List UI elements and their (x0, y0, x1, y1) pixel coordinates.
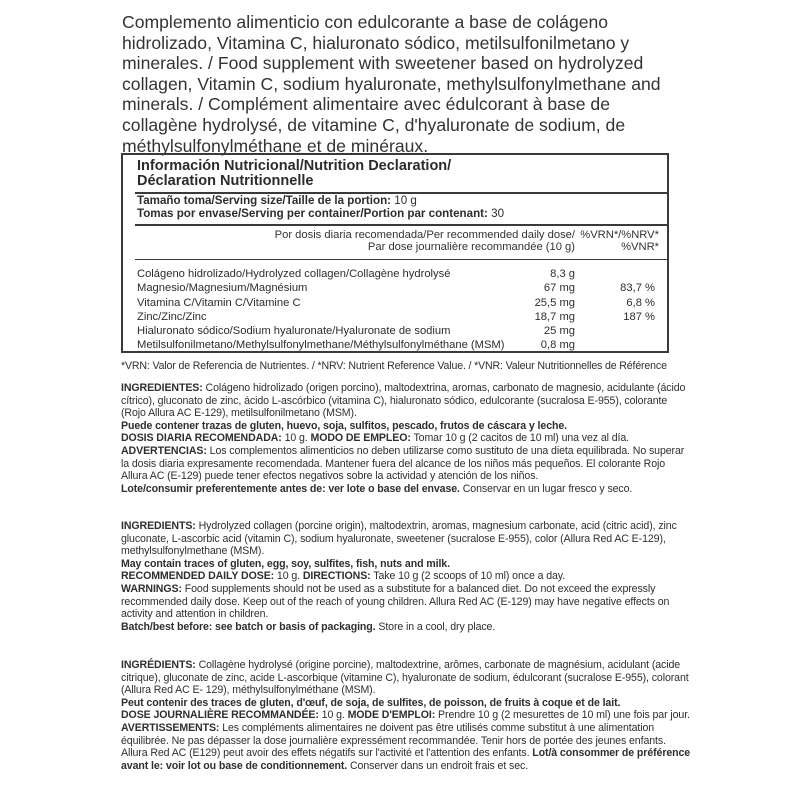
vrn-column-header (580, 229, 659, 253)
nutrient-name: Colágeno hidrolizado/Hydrolyzed collagen/Collagène hydrolysé (137, 268, 451, 280)
nutrient-amount: 25 mg (543, 325, 575, 338)
nutrition-title-line2: Déclaration Nutritionnelle (137, 173, 314, 189)
nutrient-vrn: 83,7 % (620, 282, 655, 295)
en-dose-label: RECOMMENDED DAILY DOSE: (121, 570, 275, 583)
en-warnings-text: Food supplements should not be used as a substitute for a balanced diet. Do not exceed the expressly recommended daily dose. Keep out of the reach of young children. Allura Red AC (E-129) may have negative effects on activity and attention in children. (121, 582, 670, 621)
nutrient-amount: 0,8 mg (540, 339, 575, 352)
en-dose-text: 10 g. (274, 570, 303, 583)
es-lot-text: Conservar en un lugar fresco y seco. (459, 482, 633, 495)
es-ingredients-text: Colágeno hidrolizado (origen porcino), maltodextrina, aromas, carbonato de magnesio, acidulante (ácido cítrico), gluconato de zinc, ácido L-ascórbico (vitamina C), hialuronato sódico, edulcorante (sucralosa E-955), colorante (Rojo Allura AC E-129), metilsulfonilmetano (MSM). (121, 382, 686, 420)
fr-lot-text: Conserver dans un endroit frais et sec. (347, 759, 529, 772)
nutrient-amount: 25,5 mg (534, 296, 575, 309)
fr-use-label: MODE D'EMPLOI: (347, 709, 436, 722)
es-dose (121, 432, 693, 445)
fr-dose-text: 10 g. (318, 709, 348, 722)
fr-ingredients (121, 659, 693, 697)
serving-size (137, 194, 504, 207)
en-traces: May contain traces of gluten, egg, soy, sulfites, fish, nuts and milk. (121, 557, 450, 570)
divider (135, 224, 667, 226)
en-lot-text: Store in a cool, dry place. (375, 620, 496, 633)
nutrient-rows (137, 267, 667, 353)
en-warnings (121, 583, 693, 621)
product-description: Complemento alimenticio con edulcorante a base de colágeno hidrolizado, Vitamina C, hialuronato sódico, metilsulfonilmetano y minerales. / Food supplement with sweetener based on hydrolyzed collagen, Vitamin C, sodium hyaluronate, methylsulfonylmethane and minerals. / Complément alimentaire avec édulcorant à base de collagène hydrolysé, de vitamine C, d'hyaluronate de sodium, de méthylsulfonylméthane et de minéraux. (122, 12, 661, 156)
nutrient-row (137, 310, 667, 324)
en-ingredients-label: INGREDIENTS: (121, 520, 196, 532)
es-ingredients (121, 382, 693, 420)
en-ingredients-text: Hydrolyzed collagen (porcine origin), maltodextrin, aromas, magnesium carbonate, acid (citric acid), zinc gluconate, L-ascorbic acid (vitamin C), sodium hyaluronate, sweetener (sucralose E-955), color (Allura Red AC E-129), methylsulfonylmethane (MSM). (121, 520, 677, 558)
servings-label: Tomas por envase/Serving per container/Portion par contenant: (137, 207, 488, 220)
nutrient-row (137, 281, 667, 295)
nutrition-title-line1: Información Nutricional/Nutrition Declaration/ (137, 158, 452, 174)
es-use-text: Tomar 10 g (2 cacitos de 10 ml) una vez al día. (410, 432, 629, 445)
es-dose-label: DOSIS DIARIA RECOMENDADA: (121, 432, 282, 445)
fr-warnings-label: AVERTISSEMENTS: (121, 721, 220, 734)
nrv-footnote: *VRN: Valor de Referencia de Nutrientes. / *NRV: Nutrient Reference Value. / *VNR: Valeur Nutritionnelles de Référence (121, 360, 667, 372)
servings-per-container (137, 207, 504, 220)
en-warnings-label: WARNINGS: (121, 582, 182, 595)
spanish-section (121, 382, 693, 495)
fr-lot-label: Lot/à consommer de préférence avant le: voir lot ou base de conditionnement. (121, 747, 691, 772)
nutrient-row (137, 296, 667, 310)
nutrient-name: Vitamina C/Vitamin C/Vitamine C (137, 296, 301, 309)
nutrient-amount: 18,7 mg (534, 310, 575, 323)
fr-warnings-text: Les compléments alimentaires ne doivent pas être utilisés comme substitut à une alimentation équilibrée. Ne pas dépasser la dose journalière expressément recommandée. Tenir hors de portée des jeunes enfants. Allura Red AC (E129) peut avoir des effets négatifs sur l'activité et l'attention des enfants. (121, 721, 666, 760)
nutrient-name: Magnesio/Magnesium/Magnésium (137, 282, 308, 295)
es-lot-label: Lote/consumir preferentemente antes de: ver lote o base del envase. (121, 482, 460, 495)
fr-dose-label: DOSE JOURNALIÈRE RECOMMANDÉE: (121, 709, 319, 722)
nutrient-row (137, 338, 667, 352)
en-lot (121, 621, 693, 634)
serving-size-label: Tamaño toma/Serving size/Taille de la portion: (137, 194, 392, 207)
nutrient-name: Hialuronato sódico/Sodium hyaluronate/Hyaluronate de sodium (137, 325, 451, 338)
nutrient-name: Zinc/Zinc/Zinc (137, 310, 207, 323)
es-use-label: MODO DE EMPLEO: (310, 432, 411, 445)
vrn-header-line2: %VNR* (621, 241, 659, 253)
es-warnings-label: ADVERTENCIAS: (121, 444, 207, 457)
dose-header-line1: Por dosis diaria recomendada/Per recommended daily dose/ (274, 229, 575, 241)
serving-info (137, 194, 504, 220)
en-dose (121, 570, 693, 583)
nutrient-name: Metilsulfonilmetano/Methylsulfonylmethane/Méthylsulfonylméthane (MSM) (137, 339, 505, 352)
divider (135, 259, 667, 260)
servings-value: 30 (487, 207, 505, 220)
nutrient-vrn: 187 % (623, 310, 655, 323)
serving-size-value: 10 g (391, 194, 417, 207)
es-ingredients-label: INGREDIENTES: (121, 382, 203, 394)
es-traces: Puede contener trazas de gluten, huevo, soja, sulfitos, pescado, frutos de cáscara y leche. (121, 419, 567, 432)
nutrient-row (137, 267, 667, 281)
nutrient-amount: 8,3 g (550, 268, 575, 280)
fr-ingredients-label: INGRÉDIENTS: (121, 659, 196, 671)
vrn-header-line1: %VRN*/%NRV* (580, 229, 659, 241)
fr-ingredients-text: Collagène hydrolysé (origine porcine), maltodextrine, arômes, carbonate de magnésium, acidulant (acide citrique), gluconate de zinc, acide L-ascorbique (vitamine C), hyaluronate de sodium, édulcorant (sucralose E-955), colorant (Allura Red AC E- 129), méthylsulfonylméthane (MSM). (121, 659, 689, 697)
fr-traces: Peut contenir des traces de gluten, d'œuf, de soja, de sulfites, de poisson, de fruits à coque et de lait. (121, 696, 621, 709)
dose-column-header (275, 229, 575, 253)
es-warnings (121, 445, 693, 483)
french-section (121, 659, 693, 772)
es-dose-text: 10 g. (281, 432, 311, 445)
nutrition-table-title (137, 159, 451, 189)
nutrient-amount: 67 mg (543, 282, 575, 295)
en-ingredients (121, 520, 693, 558)
es-warnings-text: Los complementos alimenticios no deben utilizarse como sustituto de una dieta equilibrada. No superar la dosis diaria expresamente recomendada. Mantener fuera del alcance de los niños más pequeños. El colorante Rojo Allura AC (E-129) puede tener efectos negativos sobre la actividad y atención de los niños. (121, 444, 685, 483)
es-lot (121, 483, 693, 496)
nutrition-table (121, 153, 669, 353)
nutrient-vrn: 6,8 % (626, 296, 655, 309)
dose-header-line2: Par dose journalière recommandée (10 g) (367, 241, 575, 253)
en-use-text: Take 10 g (2 scoops of 10 ml) once a day. (370, 570, 566, 583)
fr-dose (121, 709, 693, 772)
en-lot-label: Batch/best before: see batch or basis of packaging. (121, 620, 376, 633)
fr-use-text: Prendre 10 g (2 mesurettes de 10 ml) une fois par jour. (435, 709, 690, 722)
nutrient-row (137, 324, 667, 338)
english-section (121, 520, 693, 633)
en-use-label: DIRECTIONS: (302, 570, 371, 583)
